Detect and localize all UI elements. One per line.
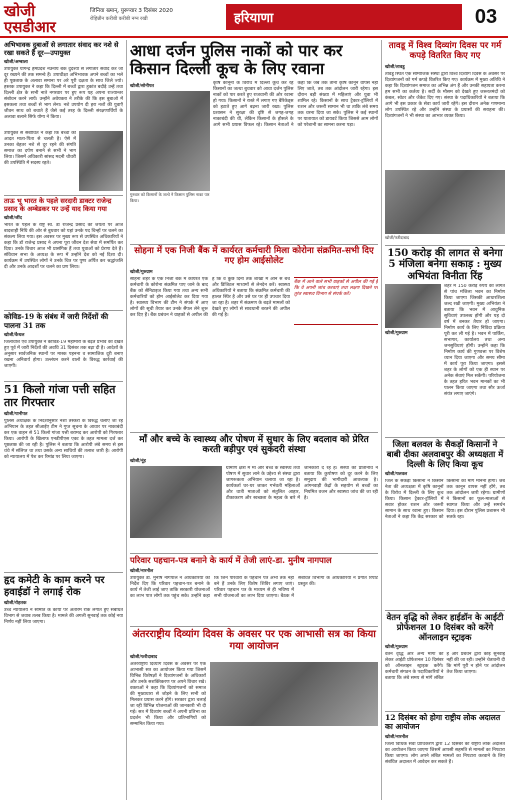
pull-quote	[294, 277, 378, 325]
byline: खोजी/पलवल	[385, 472, 408, 478]
article-text: सोहना शहर के एक निजी बैंक में कार्यरत एक कर्मचारी के कोरोना संक्रमित पाए जाने के बाद बैंक को सैनिटाइज किया गया तथा अन्य सभी कर्मचारियों को होम आईसोलेट कर दिया गया है। स्वास्थ्य विभाग की टीम ने संपर्क में आए लोगों की सूची तैयार कर उनके सैंपल लेने शुरू कर दिए हैं। बैंक प्रबंधन ने ग्राहकों से अपील की है कि वे कुछ दिनों तक शाखा में आने से बचें और डिजिटल माध्यमों से लेनदेन करें। स्वास्थ्य अधिकारियों ने बताया कि संक्रमित कर्मचारी की हालत स्थिर है और उसे घर पर ही उपचार दिया जा रहा है। शहर में संक्रमण के बढ़ते मामलों को देखते हुए लोगों से सावधानी बरतने की अपील की गई है।	[130, 276, 290, 318]
article-body	[385, 479, 505, 607]
byline: खोजी/नारनौल	[130, 568, 154, 574]
headline-court: हृद कमेटी के काम करने पर हवाईडॉ ने लगाई रोक	[4, 575, 105, 598]
article-text: ग्रामीण क्षेत्रों में मां और बच्चे के स्वास्थ्य तथा पोषण में सुधार लाने के उद्देश्य से संस्था द्वारा जागरूकता अभियान चलाया जा रहा है। कार्यकर्ता घर-घर जाकर गर्भवती महिलाओं और धात्री माताओं को संतुलित आहार, टीकाकरण और स्वच्छता के महत्व के बारे में जानकारी दे रहे हैं। संस्था की प्रतिनिधि ने बताया कि कुपोषण को दूर करने के लिए समुदाय की भागीदारी आवश्यक है। आंगनवाड़ी केंद्रों के सहयोग से बच्चों का नियमित वजन और स्वास्थ्य जांच की जा रही है।	[226, 465, 378, 501]
newspaper-logo	[4, 2, 88, 36]
health-headline: माँ और बच्चे के स्वास्थ्य और पोषण में सुधार के लिए बदलाव को प्रेरित करती बड़ीपुर एवं सुकंदरी संस्था	[139, 435, 369, 456]
section-title: हरियाणा	[226, 4, 462, 30]
byline: खोजी/फरीदाबाद	[130, 655, 158, 660]
article-text: पुलिस अधीक्षक के निर्देशानुसार नशा तस्करों के विरुद्ध चलाए जा रहे अभियान के तहत सीआईए टीम ने गुप्त सूचना के आधार पर नाकाबंदी कर एक वाहन से 51 किलो गांजा पत्ती बरामद कर आरोपी को गिरफ्तार किया। आरोपी के खिलाफ एनडीपीएस एक्ट के तहत मामला दर्ज कर पूछताछ की जा रही है। पुलिस ने बताया कि आरोपी लंबे समय से इस धंधे में संलिप्त था तथा उसके अन्य साथियों की तलाश जारी है। आरोपी को न्यायालय में पेश कर रिमांड पर लिया जाएगा।	[4, 419, 123, 461]
article-body	[130, 277, 290, 429]
article-text: जिला विधिक सेवा प्राधिकरण द्वारा 12 दिसंबर को राष्ट्रीय लोक अदालत का आयोजन किया जाएगा जिसमें आपसी सहमति से मामलों का निपटारा किया जाएगा। लोग अपने लंबित मामलों का निपटारा करवाने के लिए संबंधित अदालत में आवेदन कर सकते हैं।	[385, 741, 505, 765]
left-column	[4, 42, 123, 797]
article-text: वेतन वृद्धि और अन्य मांगों को लेकर आईटी प्रोफेशनल 10 दिसंबर को ऑनलाइन स्ट्राइक करेंगे। कर्मचारी संगठन के पदाधिकारियों ने बताया कि लंबे समय से मांगें लंबित हैं और प्रबंधन द्वारा कोई सुनवाई नहीं की जा रही। उन्होंने चेतावनी दी कि मांगें पूरी न होने पर आंदोलन तेज किया जाएगा।	[385, 652, 505, 682]
byline: खोजी/कैथल	[4, 332, 25, 338]
dateline-secondary: रोहिन्नौन करीबी करीबी नग्न रखी	[90, 16, 148, 22]
article-body	[385, 72, 505, 168]
article-text: उपायुक्त योगेन्द्र हमप्रदेश नेउनाये बैंक दुदेश्यों से लगातार संवाद करें जो दूर रख्यने की तक समन्वे हैं। उपाधीक्षा अभिभावक अपने बच्चों का भले ही पूछताछ के अलावा समाना पर अरे पूरी दक्षता के साथ जिले ज्यो। हस्तक उपायुक्त ने कहा कि दिल्ली में बच्चों द्वारा हुकांत बदौड़े उन्हें तथा दिल्ली क्षेत्र के सभी नाते नगरवार पर हुए रूप यह अपना राज्यान्तर संबोधन करने लायें। उन्होंने अवेयक्ता ने तरीके की कि इस बुबाओ में इसकला तथा बच्चों से भाग लेना। नशे उपयोग दी हरा नशों की युवाएँ जीवन साथ को बचाते हैं जैसे कई तरह के दिल्ली संरक्षणार्थियों के अलावा बलाने सिर्फ योग्य ने किया।	[4, 67, 123, 121]
photo-caption: गुरुवार को किसानों के जत्थे ने किसान पुलिस नाका पार किया।	[130, 192, 210, 203]
family-id-headline: परिवार पहचान-पत्र बनाने के कार्य में तेजी लाएं-डा. मुनीष नागपाल	[130, 555, 332, 565]
article-text: भारत के पहले के राष्ट्र स्व. डॉ राजेन्द्र प्रसाद की जयंती पर आज बादशाही निधि की ओर से बुधवार को यहां उनके पद चिन्हों पर चलने का संकल्प लिया गया। इस अवसर पर मुख्य रूप से उपस्थित अधिकारियों ने कहा कि डॉ राजेन्द्र प्रसाद ने अपना पूरा जीवन देश सेवा में समर्पित कर दिया। उनके विचार आज भी प्रासंगिक हैं तथा युवाओं को प्रेरणा देते हैं। संविधान सभा के अध्यक्ष के रूप में उन्होंने देश को नई दिशा दी। कार्यक्रम में उपस्थित लोगों ने उनके चित्र पर पुष्प अर्पित कर श्रद्धांजलि दी और उनके आदर्शों पर चलने का प्रण लिया।	[4, 223, 123, 271]
article-body	[4, 131, 76, 191]
dateline: जिनिवा ख्मान्, युरूप्वार 3 दिसंबर 2020	[90, 8, 173, 14]
tavdu-headline: तावडू में विश्व दिव्यांग दिवस पर गर्म कपड़े वितरित किए गए	[388, 41, 502, 61]
headline-covid: कोविड-19 के संबंध में जारी निर्देशों की पालना 31 तक	[4, 312, 109, 330]
byline: खोजी/तावडू	[385, 64, 405, 70]
disability-story	[130, 626, 378, 796]
byline: खोजी/पानीपत	[4, 412, 28, 418]
photo-caption: खोजी/फरीदाबाद	[385, 234, 410, 240]
article-body	[385, 652, 505, 708]
article-body	[4, 223, 123, 307]
byline: खोजी/नारनौल	[385, 734, 409, 740]
byline: खोजी/गुरुग्राम	[385, 331, 408, 337]
headline-ganja: 51 किलो गांजा पत्ती सहित तार गिरफ्तार	[4, 382, 116, 409]
article-text: उच्च न्यायालय ने समिति के कार्यों पर अंतरिम रोक लगाते हुए संबंधित विभाग से जवाब तलब किया है। मामले की अगली सुनवाई तक कोई नया निर्णय नहीं लिया जाएगा।	[4, 608, 123, 626]
article-body	[444, 284, 505, 434]
headline-youth: अभिभावक दुबाओं से लगातार संवाद कर नशे से रखा सकते हैं दूर—उपायुक्त	[4, 41, 119, 57]
article-text: जिलाधीश एवं उपायुक्त ने कोविड-19 महामारी के बढ़ते प्रभाव को देखते हुए पूर्व में जारी निर्देशों की अवधि 31 दिसंबर तक बढ़ा दी है। आदेशों के अनुसार सार्वजनिक स्थानों पर मास्क पहनना व सामाजिक दूरी बनाए रखना अनिवार्य होगा। उल्लंघन करने वालों के विरुद्ध कार्रवाई की जाएगी।	[4, 339, 123, 369]
article-body-continued	[210, 728, 378, 786]
column-rule	[381, 40, 382, 800]
article-body	[130, 662, 206, 786]
quote-text: बैंक में आने वाले सभी ग्राहकों से अपील की गई है कि वे अपनी जांच करवाएं तथा लक्षण दिखने पर तुरंत स्वास्थ्य विभाग से संपर्क करें।	[294, 279, 378, 297]
article-text: जिले के सैकड़ों किसानों ने किसान नेता की अध्यक्षता में कृषि कानूनों के विरोध में दिल्ली के लिए कूच किया। किसान ट्रैक्टर-ट्रॉलियों में सवार होकर राशन और जरूरी सामान के साथ रवाना हुए। किसान नेताओं ने कहा कि केंद्र सरकार को किसानों की मांगें माननी होंगी। जब तक कानून वापस नहीं होंगे, तब तक आंदोलन जारी रहेगा। ग्रामीणों ने किसानों का फूल-मालाओं से स्वागत किया और उन्हें समर्थन दिया। इस दौरान पुलिस प्रशासन भी सतर्क रहा।	[385, 479, 505, 521]
article-text: उपायुक्त डा. मुनीष नागपाल ने अधिकारियों को निर्देश दिए कि परिवार पहचान-पत्र बनाने के कार्य में तेजी लाई जाए ताकि सरकारी योजनाओं का लाभ पात्र लोगों तक पहुंच सके। उन्होंने कहा कि जिन परिवारों के पहचान पत्र अभी तक नहीं बने हैं उनके लिए विशेष शिविर लगाए जाएं। परिवार पहचान पत्र के माध्यम से ही भविष्य में सभी योजनाओं का लाभ दिया जाएगा। बैठक में संबंधित विभागों के अधिकारियों ने प्रगति रिपोर्ट प्रस्तुत की।	[130, 575, 378, 599]
family-id-story	[130, 553, 378, 623]
page-number: 03	[474, 6, 498, 28]
byline: खोजी/गुरुग्राम	[130, 269, 153, 275]
disability-photo	[210, 662, 378, 726]
article-text: कृषि कानूनों के विरोध में दिल्ली कूच कर रहे किसानों का जत्था बुधवार को आधा दर्जन पुलिस नाकों को पार करते हुए राजधानी की ओर रवाना हो गया। किसानों ने रास्ते में लगाए गए बैरिकेड्स को हटाते हुए आगे बढ़ना जारी रखा। पुलिस प्रशासन ने सुरक्षा की दृष्टि से जगह-जगह नाकाबंदी की थी, लेकिन किसानों के हौसले के आगे सभी प्रयास विफल रहे। किसान नेताओं ने कहा कि जब तक तीनों कृषि कानून वापस नहीं लिए जाते, तब तक आंदोलन जारी रहेगा। इस दौरान बड़ी संख्या में महिलाएं और युवा भी शामिल रहे। किसानों के साथ ट्रैक्टर-ट्रॉलियों में राशन और जरूरी सामान भी था ताकि लंबे समय तक धरना दिया जा सके। पुलिस ने कई स्थानों पर यातायात को डायवर्ट किया जिससे आम लोगों को परेशानी का सामना करना पड़ा।	[213, 81, 378, 128]
article-body	[226, 466, 378, 542]
article-body	[130, 576, 378, 622]
article-body	[213, 81, 378, 231]
health-story	[130, 432, 378, 550]
byline: खोजी/गुरुग्राम	[385, 645, 408, 651]
bank-headline: सोहना में एक निजी बैंक में कार्यरत कर्मचारी मिला कोरोना संक्रमित-सभी दिए गए होम आईसोलेट	[134, 246, 374, 266]
byline: खोजी/जींद	[4, 216, 22, 222]
right-column	[385, 42, 505, 797]
building-headline: 150 करोड़ की लागत से बनेगा 5 मंजिला बनेगा सकाड़ : मुख्य अभियंता विनीता रिंह	[387, 247, 503, 282]
article-body	[385, 742, 505, 768]
health-photo	[130, 466, 222, 538]
farmers-photo	[130, 91, 210, 191]
lead-headline: आधा दर्जन पुलिस नाकों को पार कर किसान दिल्ली कूच के लिए रवाना	[130, 41, 343, 78]
palwal-headline: जिला बलवल के सैकड़ों किसानों ने बाबी दीका अलवाबपुर की अध्यक्षता में दिल्ली के लिए किया कूच	[386, 439, 504, 469]
disability-headline: अंतरराष्ट्रीय दिव्यांग दिवस के अवसर पर एक आभासी सत्र का किया गया आयोजन	[132, 629, 376, 652]
article-text: तावडू स्थित एक सामाजिक संस्था द्वारा विश्व दिव्यांग दिवस के अवसर पर दिव्यांगजनों को गर्म कपड़े वितरित किए गए। कार्यक्रम में मुख्य अतिथि ने कहा कि दिव्यांगजन समाज का अभिन्न अंग हैं और उनकी सहायता करना हम सभी का कर्तव्य है। सर्दी के मौसम को देखते हुए जरूरतमंदों को कंबल, स्वेटर और जैकेट दिए गए। संस्था के पदाधिकारियों ने बताया कि आगे भी इस प्रकार के सेवा कार्य जारी रहेंगे। इस दौरान अनेक गणमान्य लोग उपस्थित रहे और उन्होंने संस्था के प्रयासों की सराहना की। दिव्यांगजनों ने भी संस्था का आभार व्यक्त किया।	[385, 71, 505, 119]
byline: खोजी/नूंह	[130, 458, 146, 464]
article-body	[4, 608, 123, 668]
clothes-distribution-photo	[385, 170, 505, 234]
lok-adalat-headline: 12 दिसंबर को होगा राष्ट्रीय लोक अदालत का आयोजन	[385, 713, 501, 731]
article-body	[4, 67, 123, 129]
bank-story	[130, 244, 378, 429]
headline-prasad: ताऊ भू भारत के पहले सरदारी डाक्टर राजेन्द्र प्रसाद के अम्बेडकर पर उन्हें याद किया गया	[4, 197, 112, 213]
article-body	[4, 419, 123, 569]
article-text: अंतरराष्ट्रीय दिव्यांग दिवस के अवसर पर एक आभासी सत्र का आयोजन किया गया जिसमें विभिन्न विशेषज्ञों ने दिव्यांगजनों के अधिकारों और उनके सशक्तिकरण पर अपने विचार रखे। वक्ताओं ने कहा कि दिव्यांगजनों को समाज की मुख्यधारा से जोड़ने के लिए सभी को मिलकर प्रयास करने होंगे। सरकार द्वारा चलाई जा रही विभिन्न योजनाओं की जानकारी भी दी गई। सत्र में दिव्यांग बच्चों ने अपनी प्रतिभा का प्रदर्शन भी किया और प्रतिभागियों को सम्मानित किया गया।	[130, 662, 206, 727]
official-portrait	[385, 284, 441, 328]
article-body-continued	[294, 328, 378, 428]
byline: खोजी/सोनीपत	[130, 84, 154, 89]
it-strike-headline: वेतन वृद्धि को लेकर हाईडॉन के आईटी प्रोफेशनल 10 दिसंबर को करेंगे ऑनलाइन स्ट्राइक	[386, 612, 504, 642]
portrait-photo	[79, 131, 123, 191]
article-text: शहर में 150 करोड़ रुपये की लागत से पांच मंजिला भवन का निर्माण किया जाएगा जिसकी आधारशिला जल्द रखी जाएगी। मुख्य अभियंता ने बताया कि भवन में आधुनिक सुविधाएं उपलब्ध होंगी और यह दो वर्ष में बनकर तैयार हो जाएगा। निर्माण कार्य के लिए निविदा प्रक्रिया पूरी कर ली गई है। भवन में पार्किंग, सभागार, कार्यालय तथा अन्य जनसुविधाएं होंगी। उन्होंने कहा कि निर्माण कार्य की गुणवत्ता पर विशेष ध्यान दिया जाएगा और समय सीमा में कार्य पूरा किया जाएगा। इससे शहर के लोगों को एक ही स्थान पर अनेक सेवाएं मिल सकेंगी। परियोजना के तहत हरित भवन मानकों का भी पालन किया जाएगा तथा सौर ऊर्जा संयंत्र लगाए जाएंगे।	[444, 284, 505, 398]
column-rule	[126, 40, 127, 800]
article-body	[4, 340, 123, 378]
byline: खोजी/रोहतक	[4, 601, 27, 607]
logo-text: खोजी एसडीआर	[4, 2, 56, 36]
byline: खोजी/अम्बाला	[4, 60, 28, 66]
article-text: उपायुक्त से संबोधित ने कहा कि बच्चों की आदत माता-पिता से चलती है। ऐसे में उनका बेहतर नशे से दूर रहने की संगति समाज का दर्पण बनाने से सभी ने भाग लिया। जिसमें अधिकारी सांसद मदनी चौधरी की उपस्थिति में सदस्य रहते।	[4, 131, 76, 167]
masthead	[0, 0, 508, 38]
lead-story	[130, 42, 378, 242]
